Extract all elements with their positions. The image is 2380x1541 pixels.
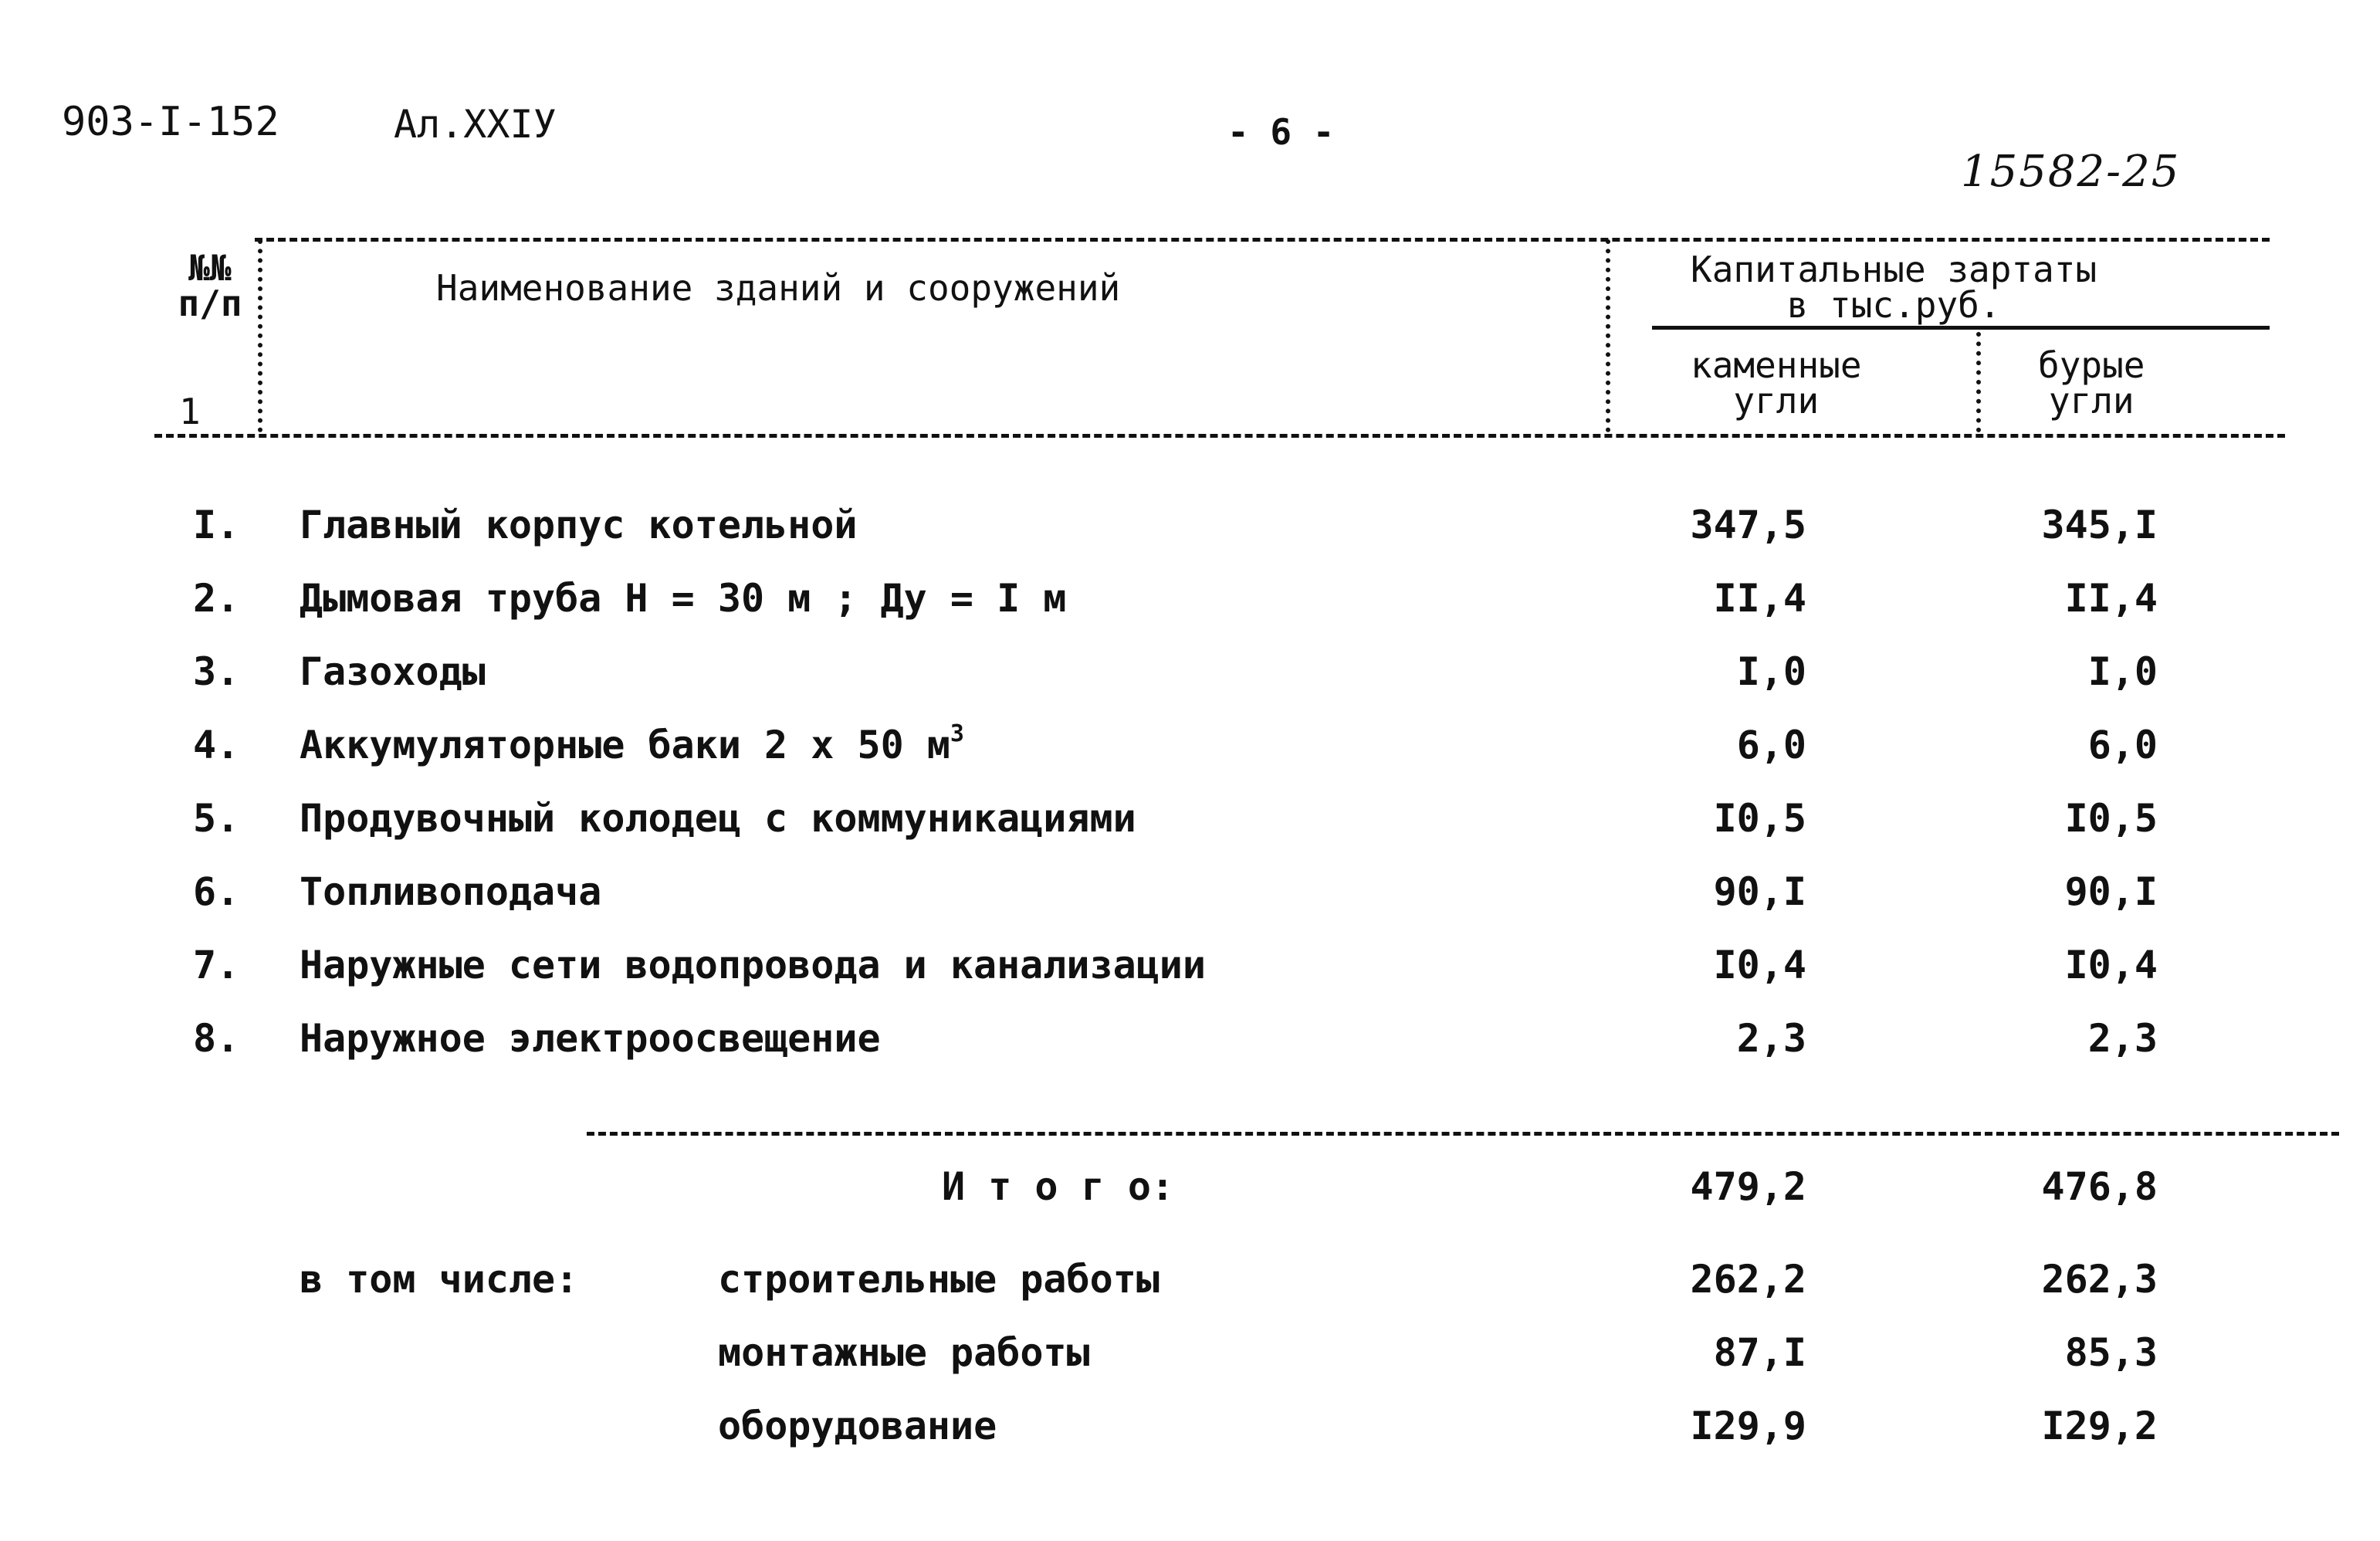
row-stone-value: I0,5 [1713,796,1806,841]
doc-code: 903-I-152 [62,99,279,145]
row-stone-value: 2,3 [1736,1016,1806,1061]
col-divider-fuel [1976,332,1981,432]
row-name: Наружное электроосвещение [300,1016,881,1061]
row-name: Наружные сети водопровода и канализации [300,943,1206,987]
stamp-number: 15582-25 [1961,147,2181,197]
row-brown-value: I0,4 [2064,943,2158,987]
row-number: 3. [193,649,240,694]
including-stone-value: 262,2 [1690,1257,1806,1302]
table-row [0,720,2380,772]
row-brown-value: 345,I [2041,503,2158,547]
total-brown-value: 476,8 [2041,1164,2158,1209]
header-cost: Капитальные зартаты в тыс.руб. [1691,249,2097,326]
including-row [0,1330,2380,1380]
header-num: №№ п/п [178,247,242,324]
including-brown-value: 262,3 [2041,1257,2158,1302]
row-number: 5. [193,796,240,841]
row-name: Дымовая труба Н = 30 м ; Ду = I м [300,576,1067,621]
page-number: - 6 - [1227,111,1335,153]
row-name: Топливоподача [300,869,602,914]
including-brown-value: I29,2 [2041,1404,2158,1448]
header-name: Наименование зданий и сооружений [436,267,1121,309]
including-brown-value: 85,3 [2064,1330,2158,1375]
row-number: 2. [193,576,240,621]
total-separator [587,1132,2339,1136]
table-row [0,869,2380,919]
col-divider-num [258,239,262,432]
including-label: в том числе: [300,1257,579,1302]
row-number: 8. [193,1016,240,1061]
col-divider-name [1606,239,1610,432]
including-row [0,1404,2380,1453]
table-row [0,796,2380,845]
including-name: оборудование [718,1404,997,1448]
header-brown-coal: бурые угли [2038,344,2145,422]
album-number: Ал.XXIУ [394,102,557,147]
total-label: И т о г о: [942,1164,1175,1209]
row-stone-value: I0,4 [1713,943,1806,987]
including-stone-value: 87,I [1713,1330,1806,1375]
header-top-rule [255,238,2270,242]
row-name: Аккумуляторные баки 2 х 50 м [300,723,950,767]
row-name-superscript: 3 [950,720,964,747]
row-number: 6. [193,869,240,914]
row-number: I. [193,503,240,547]
header-bottom-rule [154,434,2285,438]
header-stone-coal: каменные угли [1691,344,1862,422]
header-num-index: 1 [179,391,201,432]
table-row [0,943,2380,992]
table-row [0,1016,2380,1065]
table-row [0,576,2380,625]
row-brown-value: 90,I [2064,869,2158,914]
total-stone-value: 479,2 [1690,1164,1806,1209]
including-name: монтажные работы [718,1330,1090,1375]
row-brown-value: I0,5 [2064,796,2158,841]
row-stone-value: 90,I [1713,869,1806,914]
row-name: Продувочный колодец с коммуникациями [300,796,1136,841]
row-brown-value: II,4 [2064,576,2158,621]
row-brown-value: I,0 [2087,649,2158,694]
including-row [0,1257,2380,1306]
total-row [0,1164,2380,1214]
including-name: строительные работы [718,1257,1160,1302]
row-stone-value: 347,5 [1690,503,1806,547]
including-stone-value: I29,9 [1690,1404,1806,1448]
row-stone-value: II,4 [1713,576,1806,621]
row-name: Газоходы [300,649,486,694]
row-number: 7. [193,943,240,987]
row-brown-value: 2,3 [2087,1016,2158,1061]
row-number: 4. [193,723,240,767]
row-stone-value: 6,0 [1736,723,1806,767]
table-row [0,649,2380,699]
row-name: Главный корпус котельной [300,503,858,547]
row-stone-value: I,0 [1736,649,1806,694]
row-name-wrap [300,720,964,767]
table-row [0,503,2380,552]
row-brown-value: 6,0 [2087,723,2158,767]
cost-subheader-rule [1652,326,2270,330]
